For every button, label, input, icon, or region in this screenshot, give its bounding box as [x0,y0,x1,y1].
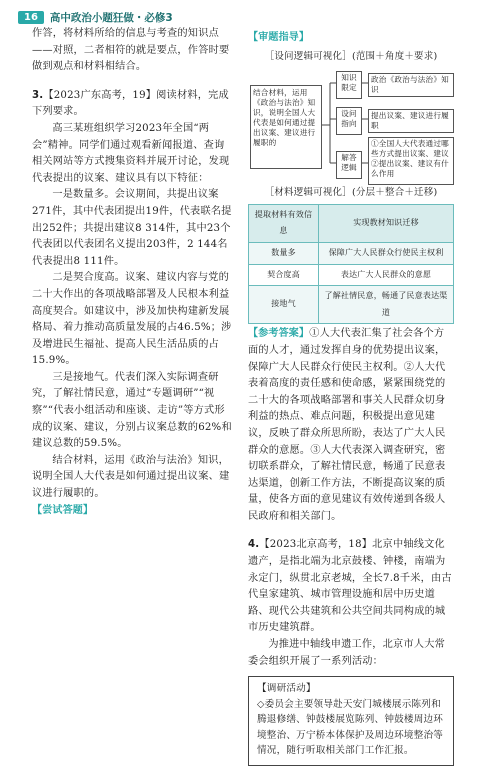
material-logic-table [248,204,454,325]
material-paragraph: 二是契合度高。议案、建议内容与党的二十大作出的各项战略部署及人民根本利益高度契合。如建议中，涉及加快构建新发展格局、着力推动高质量发展的占46.5%；涉及增进民生福祉、提高人民生活品质的占15.9%。 [32,272,232,367]
book-title: 高中政治小题狂做・必修3 [49,11,173,24]
activity-text: ◇委员会主要领导赴天安门城楼展示陈列和腾退修缮、钟鼓楼展览陈列、钟鼓楼周边环境整治、万宁桥本体保护及周边环境整治等情况，随行听取相关部门工作汇报。 [257,698,444,757]
question-prompt: 结合材料，运用《政治与法治》知识，说明全国人大代表是如何通过提出议案、建议进行履职的。 [32,454,230,500]
table-cell: 接地气 [249,286,319,324]
try-answer-label: 【尝试答题】 [32,504,94,516]
table-cell: 保障广大人民群众行使民主权利 [319,242,454,264]
result-knowledge: 政治《政治与法治》知识 [368,73,454,97]
question-3-heading [32,88,232,121]
table-cell: 数量多 [249,242,319,264]
map-caption: ［设问逻辑可视化］(范围＋角度＋要求) [264,50,438,62]
question-number: 4. [248,539,260,551]
node-knowledge: 知识限定 [336,71,362,99]
node-logic: 解答逻辑 [336,151,362,179]
result-logic: ①全国人大代表通过哪些方式提出议案、建议②提出议案、建议有什么作用 [368,137,454,185]
material-paragraph: 三是接地气。代表们深入实际调查研究，了解社情民意，通过“专题调研”“视察”“代表小组活动和座谈、走访”等方式形成的议案、建议，分别占议案总数的62%和建议总数的59.5%。 [32,371,232,450]
material-paragraph: 一是数量多。会议期间，共提出议案271件，其中代表团提出19件，代表联名提出252件；共提出建议8 314件，其中23个代表团以代表团名义提出203件，2 144名代表提出8 111件。 [32,189,232,267]
table-header-row [249,204,454,242]
question-logic-diagram [248,67,454,183]
table-header: 提取材料有效信息 [249,204,319,242]
left-column [32,26,232,519]
table-header: 实现教材知识迁移 [319,204,454,242]
question-4-heading [248,537,454,637]
intro-text: 作答，将材料所给的信息与考查的知识点——对照，二者相符的就是要点，作答时要做到观点和材料相结合。 [32,28,230,73]
question-box: 结合材料，运用《政治与法治》知识，说明全国人大代表是如何通过提出议案、建议进行履职的 [250,85,322,169]
page-number: 16 [18,11,44,24]
table-row [249,286,454,324]
activity-box [248,676,454,766]
material-paragraph: 高三某班组织学习2023年全国“两会”精神。同学们通过观看新闻报道、查询相关网站等方式搜集资料并展开讨论，发现代表提出的议案、建议具有以下特征： [32,122,230,184]
table-caption: ［材料逻辑可视化］(分层＋整合＋迁移) [264,187,438,199]
question-number: 3. [32,89,44,101]
reference-answer-label: 【参考答案】 [248,328,310,340]
reference-answer [248,326,454,525]
reference-answer-text: ①人大代表汇集了社会各个方面的人才，通过发挥自身的优势提出议案，保障广大人民群众行使民主权利。②人大代表着高度的责任感和使命感，紧紧围绕党的二十大的各项战略部署和事关人民群众切身利益的热点、难点问题，积极提出意见建议，反映了群众所思所盼，表达了广大人民群众的意愿。③人大代表深入调查研究，密切联系群众，了解社情民意，畅通了民意表达渠道，创新工作方法，不断提高议案的质量，使各方面的意见建议有效传递到各级人民政府和相关部门。 [248,328,446,522]
guide-label: 【审题指导】 [248,32,310,43]
table-row [249,264,454,286]
question-source: 【2023广东高考，19】 [43,89,157,101]
table-cell: 了解社情民意，畅通了民意表达渠道 [319,286,454,324]
question-paragraph: 为推进中轴线申遗工作，北京市人大常委会组织开展了一系列活动： [248,639,445,667]
table-row [249,242,454,264]
table-cell: 契合度高 [249,264,319,286]
table-cell: 表达广大人民群众的意愿 [319,264,454,286]
right-column [248,26,454,766]
question-text: 北京中轴线文化遗产，是指北端为北京鼓楼、钟楼，南端为永定门，纵贯北京老城，全长7.8千米，由古代皇家建筑、城市管理设施和居中历史道路、现代公共建筑和公共空间共同构成的城市历史建筑群。 [248,539,452,634]
question-source: 【2023北京高考，18】 [259,539,373,551]
page-header [18,8,173,26]
node-direction: 设问指向 [336,107,362,135]
result-direction: 提出议案、建议进行履职 [368,109,454,133]
activity-title: 【调研活动】 [257,683,316,695]
question-lead: 阅读材料，完成下列要求。 [32,89,229,118]
